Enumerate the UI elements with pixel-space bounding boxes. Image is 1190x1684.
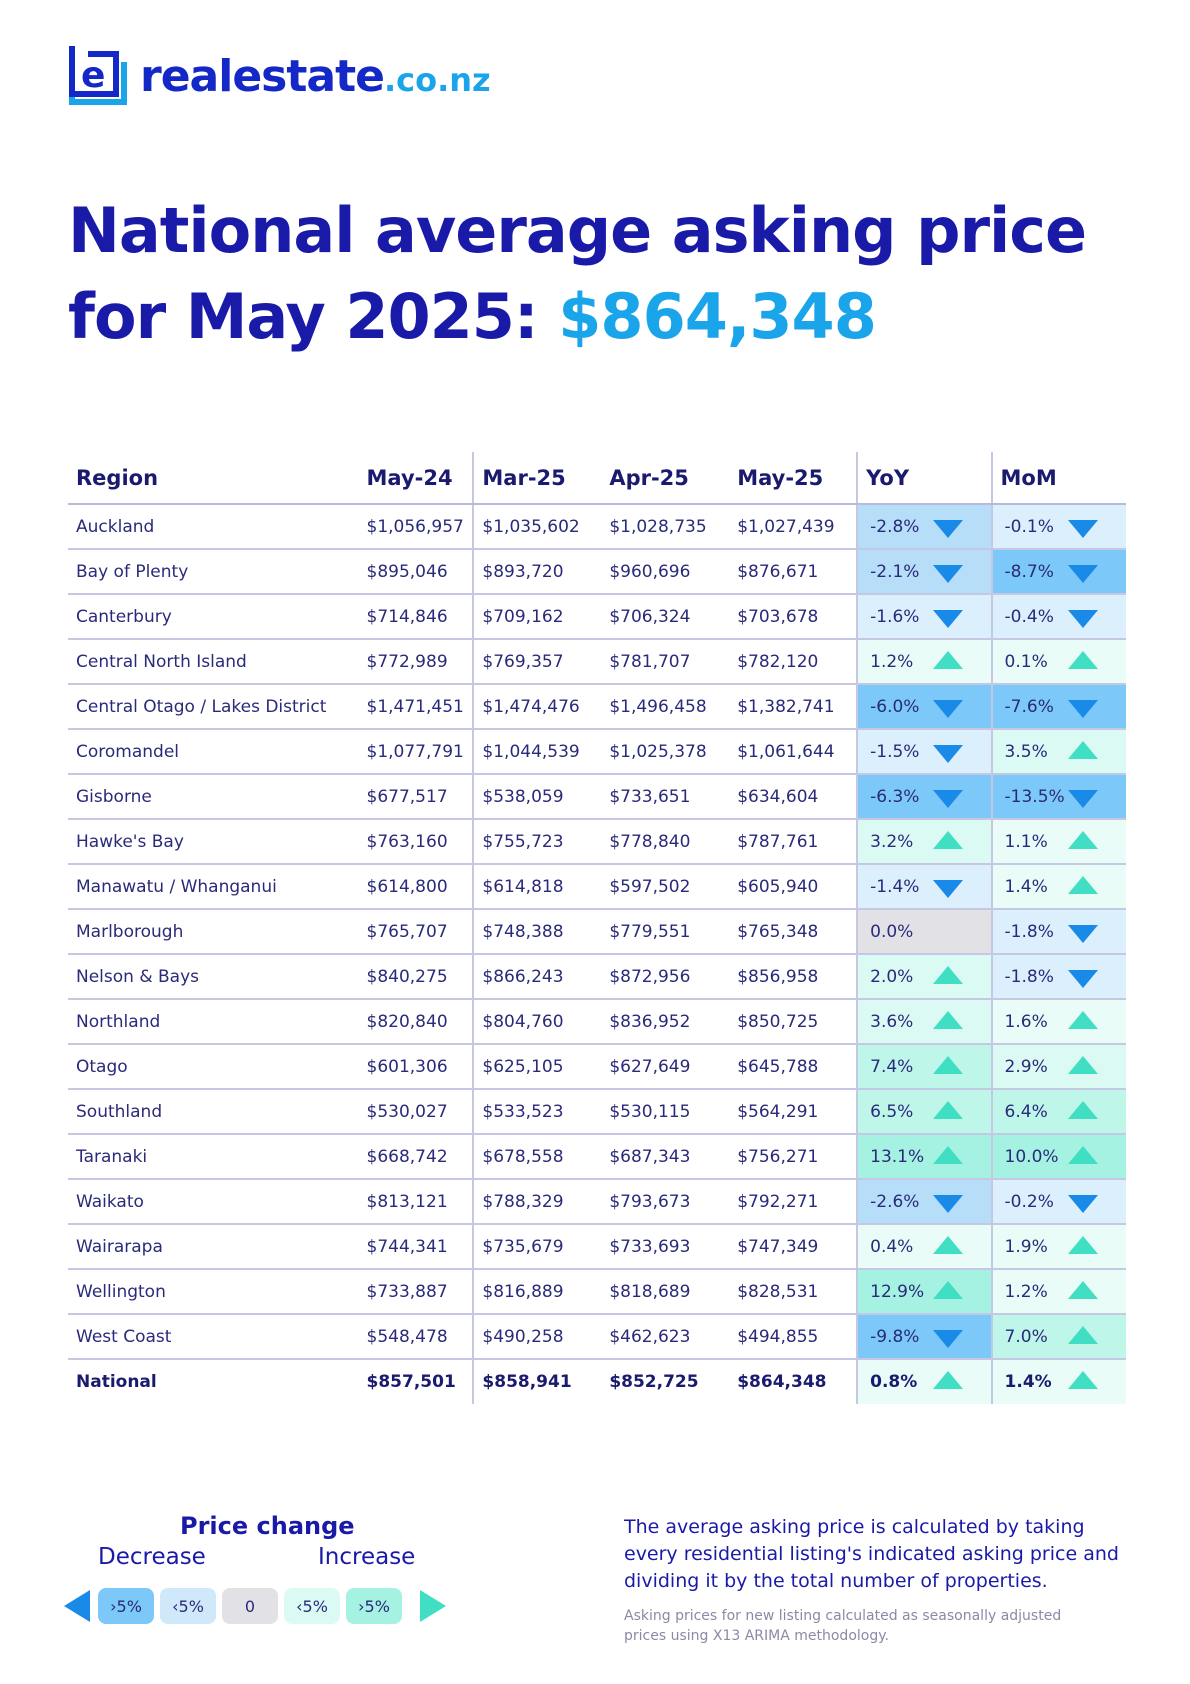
region-cell: Marlborough [68,909,359,954]
mom-value: -7.6% [1004,696,1054,717]
mar25-cell: $625,105 [473,1044,601,1089]
yoy-cell [857,1089,991,1134]
may24-cell: $614,800 [359,864,474,909]
table-row [68,819,1126,864]
region-cell: Coromandel [68,729,359,774]
header-mar25: Mar-25 [473,452,601,504]
mom-cell [992,909,1126,954]
table-header-row [68,452,1126,504]
may25-cell: $787,761 [729,819,857,864]
may24-cell: $820,840 [359,999,474,1044]
region-cell: Canterbury [68,594,359,639]
down-arrow-icon [1068,565,1098,583]
mom-cell [992,504,1126,549]
up-arrow-icon [1068,1371,1098,1389]
mom-cell [992,1179,1126,1224]
down-arrow-icon [933,1330,963,1348]
yoy-cell [857,819,991,864]
apr25-cell: $597,502 [601,864,729,909]
up-arrow-icon [1068,1011,1098,1029]
mar25-cell: $1,044,539 [473,729,601,774]
yoy-value: 1.2% [870,651,914,672]
table-row [68,729,1126,774]
mar25-cell: $858,941 [473,1359,601,1404]
yoy-cell [857,594,991,639]
yoy-value: -2.8% [870,516,920,537]
apr25-cell: $530,115 [601,1089,729,1134]
up-arrow-icon [933,831,963,849]
mar25-cell: $788,329 [473,1179,601,1224]
apr25-cell: $687,343 [601,1134,729,1179]
yoy-value: -1.4% [870,876,920,897]
down-arrow-icon [1068,1195,1098,1213]
apr25-cell: $778,840 [601,819,729,864]
may25-cell: $856,958 [729,954,857,999]
title-amount: $864,348 [558,280,876,353]
may25-cell: $792,271 [729,1179,857,1224]
title-line-2 [68,274,1128,360]
yoy-cell [857,909,991,954]
yoy-value: -9.8% [870,1326,920,1347]
region-cell: Taranaki [68,1134,359,1179]
may25-cell: $850,725 [729,999,857,1044]
may25-cell: $1,027,439 [729,504,857,549]
yoy-value: 3.6% [870,1011,914,1032]
region-cell: Wairarapa [68,1224,359,1269]
header-may25: May-25 [729,452,857,504]
yoy-cell [857,729,991,774]
yoy-cell [857,1044,991,1089]
title-prefix: for May 2025: [68,280,559,353]
mar25-cell: $893,720 [473,549,601,594]
mar25-cell: $755,723 [473,819,601,864]
up-arrow-icon [933,1236,963,1254]
yoy-value: -6.0% [870,696,920,717]
apr25-cell: $733,651 [601,774,729,819]
region-cell: Manawatu / Whanganui [68,864,359,909]
may24-cell: $1,471,451 [359,684,474,729]
mom-cell [992,1269,1126,1314]
apr25-cell: $781,707 [601,639,729,684]
apr25-cell: $1,028,735 [601,504,729,549]
may25-cell: $747,349 [729,1224,857,1269]
region-cell: Otago [68,1044,359,1089]
may25-cell: $864,348 [737,1372,827,1392]
up-arrow-icon [933,1146,963,1164]
may25-cell: $876,671 [729,549,857,594]
mom-value: -0.1% [1004,516,1054,537]
may25-cell: $605,940 [729,864,857,909]
up-arrow-icon [933,966,963,984]
methodology-footnote: Asking prices for new listing calculated as seasonally adjusted prices using X13 ARIMA methodology. [624,1608,1062,1644]
region-cell: National [76,1372,157,1392]
may24-cell: $601,306 [359,1044,474,1089]
up-arrow-icon [1068,1281,1098,1299]
mom-value: -13.5% [1004,786,1065,807]
mom-cell [992,954,1126,999]
may24-cell: $744,341 [359,1224,474,1269]
region-cell: Central Otago / Lakes District [68,684,359,729]
up-arrow-icon [1068,1146,1098,1164]
yoy-value: 3.2% [870,831,914,852]
mom-cell [992,1314,1126,1359]
table-row [68,909,1126,954]
logo-mark-icon [66,44,130,108]
mom-cell [992,1134,1126,1179]
yoy-cell [857,1269,991,1314]
yoy-cell [857,1134,991,1179]
mom-value: -8.7% [1004,561,1054,582]
yoy-value: -1.6% [870,606,920,627]
may25-cell: $765,348 [729,909,857,954]
up-arrow-icon [1068,1236,1098,1254]
mar25-cell: $804,760 [473,999,601,1044]
mar25-cell: $678,558 [473,1134,601,1179]
legend-scale [64,1588,464,1624]
table-row [68,639,1126,684]
header-region: Region [68,452,359,504]
down-arrow-icon [1068,790,1098,808]
yoy-cell [857,774,991,819]
up-arrow-icon [933,1011,963,1029]
table-row [68,549,1126,594]
legend-title: Price change [180,1512,355,1540]
mom-cell [992,999,1126,1044]
page-title [68,188,1128,360]
yoy-value: -2.1% [870,561,920,582]
svg-text:e: e [81,55,106,96]
up-arrow-icon [1068,831,1098,849]
mom-cell [992,729,1126,774]
price-table [68,452,1126,1404]
table-row [68,1044,1126,1089]
mom-value: 1.4% [1004,876,1048,897]
legend-increase-label: Increase [318,1544,416,1570]
region-cell: Central North Island [68,639,359,684]
mom-value: 2.9% [1004,1056,1048,1077]
yoy-cell [857,504,991,549]
mom-cell [992,864,1126,909]
legend-chip-small-decrease: ‹5% [160,1588,216,1624]
mar25-cell: $866,243 [473,954,601,999]
region-cell: Waikato [68,1179,359,1224]
down-arrow-icon [1068,520,1098,538]
table-row [68,1089,1126,1134]
table-row [68,504,1126,549]
yoy-cell [857,639,991,684]
header-may24: May-24 [359,452,474,504]
may25-cell: $1,061,644 [729,729,857,774]
may25-cell: $564,291 [729,1089,857,1134]
methodology-note: The average asking price is calculated by taking every residential listing's indicated asking price and dividing it by the total number of properties. [624,1516,1119,1592]
yoy-value: -6.3% [870,786,920,807]
down-arrow-icon [933,610,963,628]
table-row [68,1269,1126,1314]
down-arrow-icon [933,880,963,898]
mom-cell [992,549,1126,594]
region-cell: Southland [68,1089,359,1134]
legend-decrease-label: Decrease [98,1544,206,1570]
down-arrow-icon [1068,925,1098,943]
region-cell: Northland [68,999,359,1044]
may24-cell: $1,056,957 [359,504,474,549]
table-row [68,684,1126,729]
mom-cell [992,684,1126,729]
up-arrow-icon [1068,1101,1098,1119]
mom-value: 1.9% [1004,1236,1048,1257]
table-row [68,1224,1126,1269]
region-cell: Gisborne [68,774,359,819]
mom-cell [992,594,1126,639]
yoy-cell [857,684,991,729]
mom-value: 1.1% [1004,831,1048,852]
mom-cell [992,1044,1126,1089]
header-mom: MoM [992,452,1126,504]
table-row [68,1359,1126,1404]
region-cell: West Coast [68,1314,359,1359]
mom-value: -1.8% [1004,966,1054,987]
down-arrow-icon [933,745,963,763]
title-line-1: National average asking price [68,194,1087,267]
table-row [68,594,1126,639]
mom-value: 0.1% [1004,651,1048,672]
mom-cell [992,819,1126,864]
yoy-value: 7.4% [870,1056,914,1077]
down-arrow-icon [933,700,963,718]
up-arrow-icon [1068,651,1098,669]
mar25-cell: $538,059 [473,774,601,819]
increase-arrow-icon [420,1590,446,1622]
may25-cell: $756,271 [729,1134,857,1179]
may25-cell: $1,382,741 [729,684,857,729]
apr25-cell: $1,496,458 [601,684,729,729]
may24-cell: $765,707 [359,909,474,954]
may24-cell: $677,517 [359,774,474,819]
apr25-cell: $627,649 [601,1044,729,1089]
apr25-cell: $733,693 [601,1224,729,1269]
table-row [68,1314,1126,1359]
may24-cell: $813,121 [359,1179,474,1224]
mar25-cell: $816,889 [473,1269,601,1314]
down-arrow-icon [1068,700,1098,718]
mom-value: 10.0% [1004,1146,1059,1167]
mom-cell [992,1089,1126,1134]
legend-chip-neutral: 0 [222,1588,278,1624]
may24-cell: $530,027 [359,1089,474,1134]
mom-value: -0.4% [1004,606,1054,627]
region-cell: Nelson & Bays [68,954,359,999]
table-row [68,999,1126,1044]
logo-wordmark [140,51,491,102]
may24-cell: $763,160 [359,819,474,864]
region-cell: Wellington [68,1269,359,1314]
yoy-value: 0.4% [870,1236,914,1257]
mar25-cell: $614,818 [473,864,601,909]
mom-value: 1.2% [1004,1281,1048,1302]
may25-cell: $494,855 [729,1314,857,1359]
up-arrow-icon [1068,876,1098,894]
apr25-cell: $852,725 [609,1372,699,1392]
up-arrow-icon [933,1056,963,1074]
table-body [68,504,1126,1404]
may24-cell: $733,887 [359,1269,474,1314]
mar25-cell: $1,474,476 [473,684,601,729]
up-arrow-icon [1068,1326,1098,1344]
logo-tld: .co.nz [383,60,491,99]
down-arrow-icon [1068,610,1098,628]
header-apr25: Apr-25 [601,452,729,504]
table-row [68,774,1126,819]
up-arrow-icon [1068,741,1098,759]
region-cell: Auckland [68,504,359,549]
may24-cell: $772,989 [359,639,474,684]
down-arrow-icon [933,520,963,538]
up-arrow-icon [933,1101,963,1119]
may24-cell: $840,275 [359,954,474,999]
mar25-cell: $490,258 [473,1314,601,1359]
yoy-value: -2.6% [870,1191,920,1212]
yoy-value: 0.0% [870,921,914,942]
mar25-cell: $735,679 [473,1224,601,1269]
yoy-cell [857,1179,991,1224]
table-row [68,1134,1126,1179]
mom-value: 3.5% [1004,741,1048,762]
apr25-cell: $1,025,378 [601,729,729,774]
down-arrow-icon [933,790,963,808]
may25-cell: $634,604 [729,774,857,819]
may24-cell: $668,742 [359,1134,474,1179]
up-arrow-icon [1068,1056,1098,1074]
may24-cell: $548,478 [359,1314,474,1359]
yoy-value: 12.9% [870,1281,925,1302]
apr25-cell: $793,673 [601,1179,729,1224]
region-cell: Bay of Plenty [68,549,359,594]
decrease-arrow-icon [64,1590,90,1622]
may24-cell: $895,046 [359,549,474,594]
up-arrow-icon [933,1281,963,1299]
yoy-cell [857,864,991,909]
table-row [68,954,1126,999]
mom-cell [992,1224,1126,1269]
mom-value: -0.2% [1004,1191,1054,1212]
apr25-cell: $779,551 [601,909,729,954]
may24-cell: $1,077,791 [359,729,474,774]
may25-cell: $703,678 [729,594,857,639]
mom-cell [992,774,1126,819]
may24-cell: $714,846 [359,594,474,639]
apr25-cell: $818,689 [601,1269,729,1314]
down-arrow-icon [933,1195,963,1213]
mom-value: 1.4% [1004,1372,1052,1392]
table-row [68,864,1126,909]
may24-cell: $857,501 [366,1372,456,1392]
apr25-cell: $872,956 [601,954,729,999]
header-yoy: YoY [857,452,991,504]
down-arrow-icon [933,565,963,583]
may25-cell: $828,531 [729,1269,857,1314]
mom-value: 1.6% [1004,1011,1048,1032]
logo-name: realestate [140,50,384,102]
legend-chip-small-increase: ‹5% [284,1588,340,1624]
mar25-cell: $709,162 [473,594,601,639]
yoy-cell [857,1314,991,1359]
legend-chip-large-decrease: ›5% [98,1588,154,1624]
mar25-cell: $1,035,602 [473,504,601,549]
yoy-cell [857,954,991,999]
mom-value: 7.0% [1004,1326,1048,1347]
mar25-cell: $748,388 [473,909,601,954]
yoy-cell [857,549,991,594]
yoy-cell [857,999,991,1044]
asking-price-table [68,452,1126,1404]
down-arrow-icon [1068,970,1098,988]
may25-cell: $645,788 [729,1044,857,1089]
apr25-cell: $960,696 [601,549,729,594]
yoy-cell [857,1359,991,1404]
yoy-cell [857,1224,991,1269]
yoy-value: 13.1% [870,1146,925,1167]
mom-value: 6.4% [1004,1101,1048,1122]
yoy-value: 2.0% [870,966,914,987]
yoy-value: -1.5% [870,741,920,762]
apr25-cell: $706,324 [601,594,729,639]
yoy-value: 6.5% [870,1101,914,1122]
apr25-cell: $462,623 [601,1314,729,1359]
mar25-cell: $769,357 [473,639,601,684]
mom-cell [992,639,1126,684]
up-arrow-icon [933,1371,963,1389]
legend-chip-large-increase: ›5% [346,1588,402,1624]
mar25-cell: $533,523 [473,1089,601,1134]
mom-cell [992,1359,1126,1404]
up-arrow-icon [933,651,963,669]
apr25-cell: $836,952 [601,999,729,1044]
region-cell: Hawke's Bay [68,819,359,864]
may25-cell: $782,120 [729,639,857,684]
realestate-logo [66,44,491,108]
yoy-value: 0.8% [870,1372,918,1392]
mom-value: -1.8% [1004,921,1054,942]
table-row [68,1179,1126,1224]
